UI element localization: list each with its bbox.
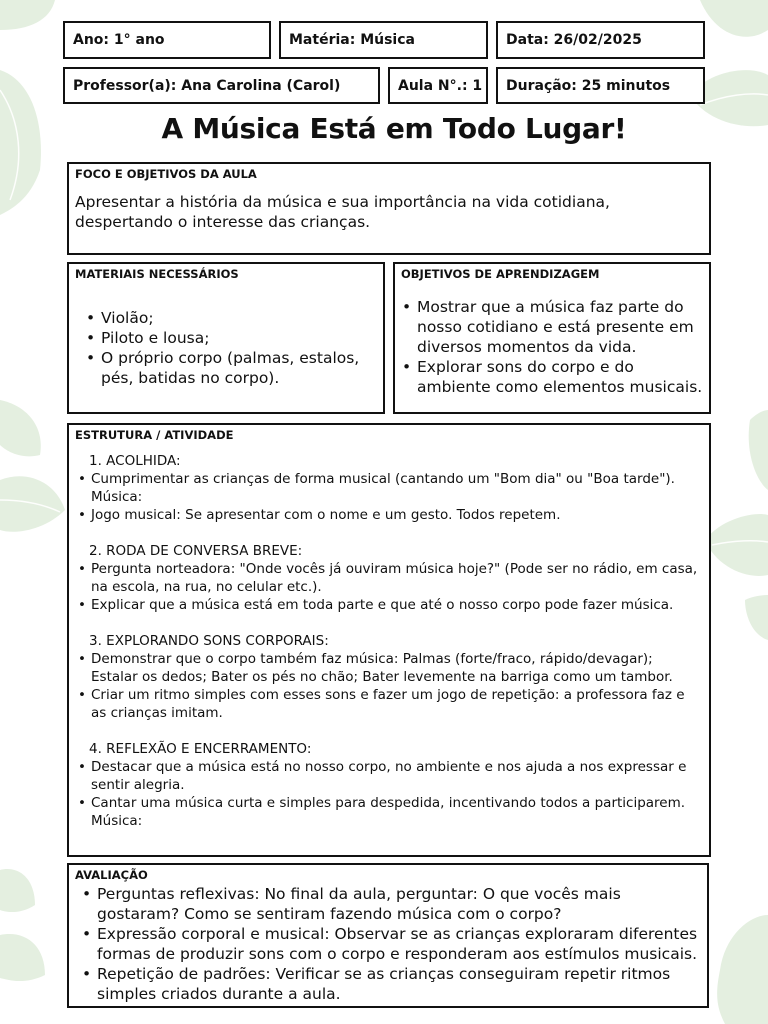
- structure-content: [77, 452, 702, 830]
- leaf-decoration: [0, 400, 41, 456]
- leaf-decoration: [717, 915, 768, 1024]
- step-title: 4. REFLEXÃO E ENCERRAMENTO:: [89, 741, 312, 757]
- list-item: • Destacar que a música está no nosso corpo, no ambiente e nos ajuda a nos expressar e sentir alegria.: [77, 758, 702, 794]
- materials-list: [85, 308, 375, 388]
- focus-text: Apresentar a história da música e sua importância na vida cotidiana, despertando o interesse das crianças.: [75, 193, 610, 231]
- list-item: • Cumprimentar as crianças de forma musical (cantando um "Bom dia" ou "Boa tarde"). Música:: [77, 470, 702, 506]
- list-item: • Cantar uma música curta e simples para despedida, incentivando todos a participarem. Música:: [77, 794, 702, 830]
- evaluation-heading: AVALIAÇÃO: [75, 868, 148, 882]
- subject-label: Matéria: Música: [289, 32, 415, 48]
- step-title: 2. RODA DE CONVERSA BREVE:: [89, 543, 303, 559]
- list-item: • O próprio corpo (palmas, estalos, pés, batidas no corpo).: [85, 348, 375, 388]
- evaluation-section: [67, 863, 709, 1008]
- step-list: [77, 758, 702, 830]
- date-field: [496, 21, 705, 59]
- list-item: • Violão;: [85, 308, 375, 328]
- step-title: 3. EXPLORANDO SONS CORPORAIS:: [89, 633, 329, 649]
- duration-field: [496, 67, 705, 104]
- leaf-decoration: [0, 476, 65, 532]
- teacher-field: [63, 67, 380, 104]
- list-item: • Pergunta norteadora: "Onde vocês já ouviram música hoje?" (Pode ser no rádio, em casa, na escola, na rua, no celular etc.).: [77, 560, 702, 596]
- subject-field: [279, 21, 488, 59]
- lesson-number-label: Aula N°.: 1: [398, 77, 483, 94]
- materials-section: [67, 262, 385, 414]
- list-item: • Piloto e lousa;: [85, 328, 375, 348]
- lesson-number-field: [388, 67, 488, 104]
- step-list: [77, 560, 702, 614]
- step-title: 1. ACOLHIDA:: [89, 453, 181, 469]
- focus-section: [67, 162, 711, 255]
- structure-section: [67, 423, 711, 857]
- evaluation-list: [81, 884, 701, 1004]
- list-item: • Criar um ritmo simples com esses sons e fazer um jogo de repetição: a professora faz e as crianças imitam.: [77, 686, 702, 722]
- leaf-decoration: [700, 0, 768, 37]
- leaf-decoration: [0, 0, 55, 30]
- page-title: A Música Está em Todo Lugar!: [161, 112, 627, 145]
- step-list: [77, 470, 702, 524]
- learning-objectives-list: [401, 297, 705, 397]
- list-item: • Expressão corporal e musical: Observar se as crianças exploraram diferentes formas de produzir sons com o corpo e responderam aos estímulos musicais.: [81, 924, 701, 964]
- structure-heading: ESTRUTURA / ATIVIDADE: [75, 428, 234, 442]
- leaf-decoration: [0, 869, 35, 912]
- list-item: • Repetição de padrões: Verificar se as crianças conseguiram repetir ritmos simples criados durante a aula.: [81, 964, 701, 1004]
- list-item: • Demonstrar que o corpo também faz música: Palmas (forte/fraco, rápido/devagar); Estalar os dedos; Bater os pés no chão; Bater levemente na barriga como um tambor.: [77, 650, 702, 686]
- leaf-decoration: [749, 410, 768, 490]
- learning-objectives-heading: OBJETIVOS DE APRENDIZAGEM: [401, 267, 600, 281]
- list-item: • Explicar que a música está em toda parte e que até o nosso corpo pode fazer música.: [77, 596, 702, 614]
- grade-label: Ano: 1° ano: [73, 32, 165, 48]
- materials-heading: MATERIAIS NECESSÁRIOS: [75, 267, 239, 281]
- list-item: • Explorar sons do corpo e do ambiente como elementos musicais.: [401, 357, 705, 397]
- teacher-label: Professor(a): Ana Carolina (Carol): [73, 77, 341, 94]
- focus-heading: FOCO E OBJETIVOS DA AULA: [75, 167, 257, 181]
- leaf-decoration: [0, 934, 45, 981]
- grade-field: [63, 21, 271, 59]
- list-item: • Mostrar que a música faz parte do nosso cotidiano e está presente em diversos momentos da vida.: [401, 297, 705, 357]
- learning-objectives-section: [393, 262, 711, 414]
- step-list: [77, 650, 702, 722]
- leaf-decoration: [745, 595, 768, 640]
- date-label: Data: 26/02/2025: [506, 32, 642, 48]
- duration-label: Duração: 25 minutos: [506, 77, 671, 94]
- list-item: • Jogo musical: Se apresentar com o nome e um gesto. Todos repetem.: [77, 506, 702, 524]
- list-item: • Perguntas reflexivas: No final da aula, perguntar: O que vocês mais gostaram? Como se sentiram fazendo música com o corpo?: [81, 884, 701, 924]
